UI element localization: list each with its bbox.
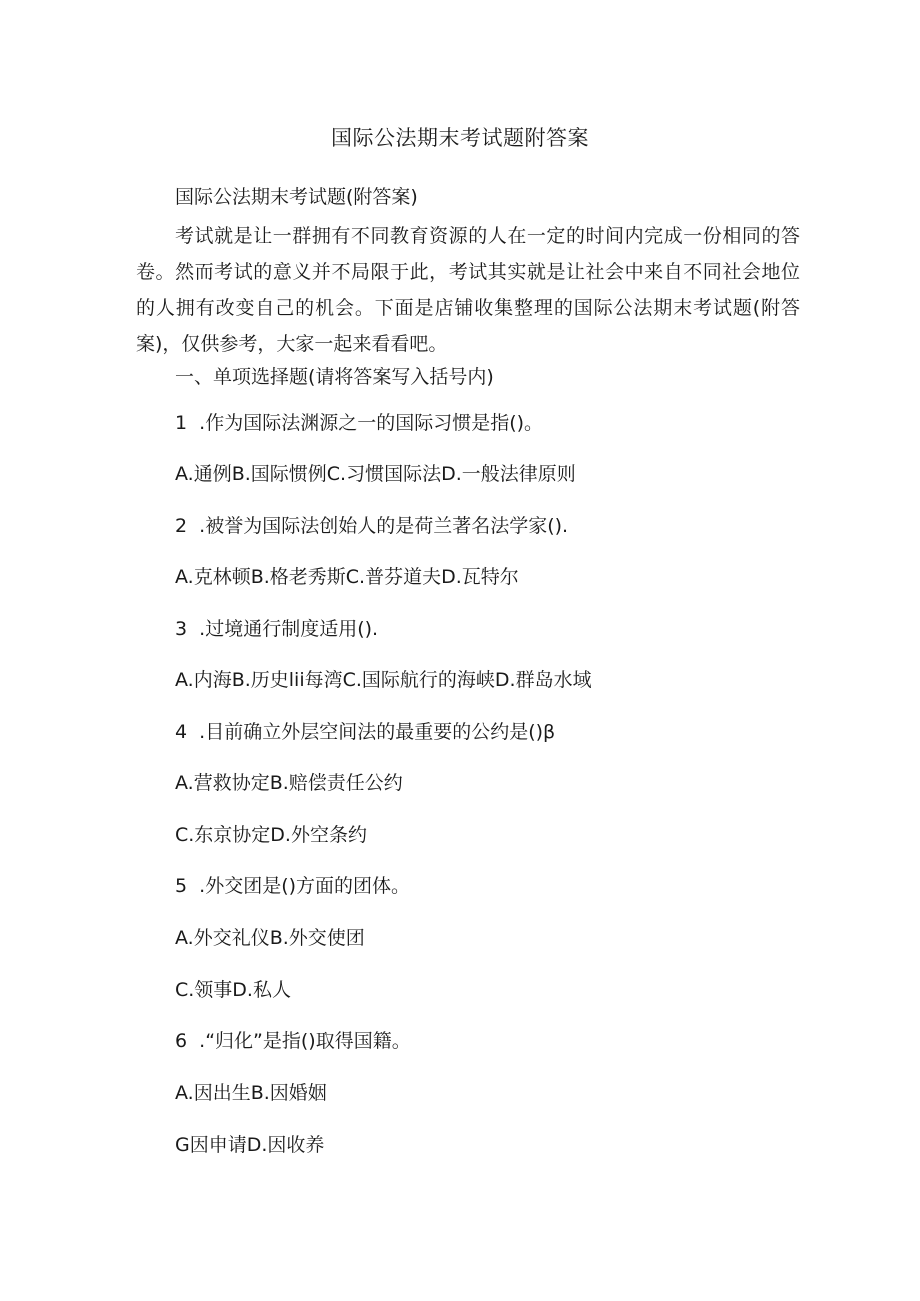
question-4-options-ab: A.营救协定B.赔偿责任公约 xyxy=(175,772,403,794)
question-1-stem: 1 .作为国际法渊源之一的国际习惯是指()。 xyxy=(175,412,544,434)
document-subtitle: 国际公法期末考试题(附答案) xyxy=(175,186,418,208)
question-4-stem: 4 .目前确立外层空间法的最重要的公约是()β xyxy=(175,721,556,743)
question-5-options-ab: A.外交礼仪B.外交使团 xyxy=(175,927,365,949)
question-5-stem: 5 .外交团是()方面的团体。 xyxy=(175,875,411,897)
question-6-options-ab: A.因出生B.因婚姻 xyxy=(175,1082,327,1104)
question-6-options-cd: G因申请D.因收养 xyxy=(175,1134,325,1156)
question-4-options-cd: C.东京协定D.外空条约 xyxy=(175,824,367,846)
question-2-stem: 2 .被誉为国际法创始人的是荷兰著名法学家(). xyxy=(175,515,569,537)
question-5-options-cd: C.领事D.私人 xyxy=(175,979,291,1001)
document-title: 国际公法期末考试题附答案 xyxy=(331,126,589,150)
intro-paragraph: 考试就是让一群拥有不同教育资源的人在一定的时间内完成一份相同的答卷。然而考试的意义并不局限于此，考试其实就是让社会中来自不同社会地位的人拥有改变自己的机会。下面是店铺收集整理的国际公法期末考试题(附答案)，仅供参考，大家一起来看看吧。 xyxy=(136,225,800,355)
question-1-options: A.通例B.国际惯例C.习惯国际法D.一般法律原则 xyxy=(175,463,576,485)
question-6-stem: 6 .“归化”是指()取得国籍。 xyxy=(175,1030,411,1052)
question-3-options: A.内海B.历史lii每湾C.国际航行的海峡D.群岛水域 xyxy=(175,669,592,691)
question-3-stem: 3 .过境通行制度适用(). xyxy=(175,618,379,640)
question-2-options: A.克林顿B.格老秀斯C.普芬道夫D.瓦特尔 xyxy=(175,566,519,588)
section-heading: 一、单项选择题(请将答案写入括号内) xyxy=(175,366,494,388)
